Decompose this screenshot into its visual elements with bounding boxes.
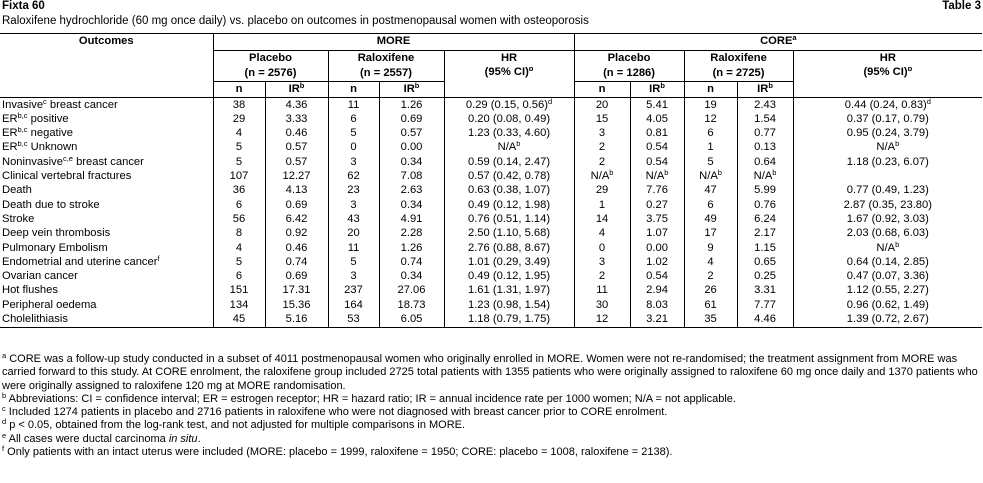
more-hr-cell: 1.61 (1.31, 1.97) <box>444 284 574 298</box>
more-raloxifene-n-cell: 3 <box>328 270 379 284</box>
core-raloxifene-ir-cell: 0.25 <box>737 270 793 284</box>
more-placebo-n-cell: 6 <box>213 198 265 212</box>
core-raloxifene-ir-cell: 0.76 <box>737 198 793 212</box>
more-raloxifene-n-cell: 237 <box>328 284 379 298</box>
more-raloxifene-n-cell: 53 <box>328 312 379 327</box>
more-raloxifene-n-cell: 3 <box>328 198 379 212</box>
table-row <box>0 298 982 312</box>
more-raloxifene-ir-cell: 1.26 <box>379 241 444 255</box>
core-hr-cell: 2.03 (0.68, 6.03) <box>793 227 982 241</box>
more-placebo-n-cell: 29 <box>213 112 265 126</box>
more-placebo-ir-col: $IR^b$ <box>265 82 328 98</box>
more-hr-cell: 1.01 (0.29, 3.49) <box>444 255 574 269</box>
more-placebo-n-cell: 4 <box>213 241 265 255</box>
more-hr-cell: $N/A^b$ <box>444 141 574 155</box>
footnote: $^f$ Only patients with an intact uterus were included (MORE: placebo = 1999, raloxifene = 1950; CORE: placebo = 1008, raloxifene = 2138). <box>2 444 673 459</box>
core-raloxifene-ir-cell: 0.77 <box>737 127 793 141</box>
more-placebo-n-cell: 45 <box>213 312 265 327</box>
more-hr-cell: 0.49 (0.12, 1.98) <box>444 198 574 212</box>
outcomes-column-header: Outcomes <box>0 34 213 98</box>
table-row <box>0 155 982 169</box>
more-raloxifene-ir-cell: 1.26 <box>379 98 444 113</box>
footnote: $^b$ Abbreviations: CI = confidence interval; ER = estrogen receptor; HR = hazard ratio; IR = annual incidence rate per 1000 women; N/A = not applicable. <box>2 390 736 405</box>
core-placebo-ir-cell: 0.00 <box>630 241 684 255</box>
core-hr-cell: 1.18 (0.23, 6.07) <box>793 155 982 169</box>
core-hr-cell: 0.47 (0.07, 3.36) <box>793 270 982 284</box>
more-ci-header: (95% CI)$^b$ <box>444 67 574 98</box>
core-placebo-n-cell: 14 <box>574 212 630 226</box>
more-placebo-ir-cell: 4.36 <box>265 98 328 113</box>
core-placebo-n-cell: 11 <box>574 284 630 298</box>
table-row <box>0 270 982 284</box>
more-hr-cell: 0.59 (0.14, 2.47) <box>444 155 574 169</box>
core-raloxifene-n-cell: 6 <box>684 198 737 212</box>
core-placebo-header: Placebo <box>574 51 684 68</box>
outcome-label: Death <box>2 184 32 197</box>
more-placebo-ir-cell: 12.27 <box>265 169 328 183</box>
outcome-label: Hot flushes <box>2 284 58 297</box>
table-row <box>0 198 982 212</box>
outcome-label: ER$^{b,c}$ negative <box>2 126 73 140</box>
core-hr-cell: 0.95 (0.24, 3.79) <box>793 127 982 141</box>
core-raloxifene-n-cell: 6 <box>684 127 737 141</box>
core-hr-cell: 0.44 (0.24, 0.83)$^d$ <box>793 98 982 113</box>
core-hr-cell: 0.96 (0.62, 1.49) <box>793 298 982 312</box>
core-placebo-ir-cell: 7.76 <box>630 184 684 198</box>
more-placebo-ir-cell: 4.13 <box>265 184 328 198</box>
more-raloxifene-n-cell: 5 <box>328 255 379 269</box>
core-placebo-n-cell: 2 <box>574 141 630 155</box>
more-placebo-n-cell: 5 <box>213 155 265 169</box>
table-row <box>0 255 982 269</box>
core-raloxifene-ir-cell: 0.65 <box>737 255 793 269</box>
more-hr-cell: 0.63 (0.38, 1.07) <box>444 184 574 198</box>
footnotes <box>2 353 980 459</box>
core-hr-cell: 1.12 (0.55, 2.27) <box>793 284 982 298</box>
core-raloxifene-ir-cell: $N/A^b$ <box>737 169 793 183</box>
core-hr-cell: $N/A^b$ <box>793 241 982 255</box>
outcome-label: ER$^{b,c}$ Unknown <box>2 140 78 154</box>
more-placebo-n-cell: 134 <box>213 298 265 312</box>
core-hr-cell: $N/A^b$ <box>793 141 982 155</box>
table-subtitle: Raloxifene hydrochloride (60 mg once daily) vs. placebo on outcomes in postmenopausal women with osteoporosis <box>2 15 589 27</box>
core-placebo-n-cell: 3 <box>574 255 630 269</box>
more-placebo-ir-cell: 0.46 <box>265 127 328 141</box>
more-hr-cell: 1.23 (0.98, 1.54) <box>444 298 574 312</box>
outcomes-table <box>0 33 982 328</box>
more-placebo-ir-cell: 0.69 <box>265 270 328 284</box>
core-raloxifene-ir-cell: 0.13 <box>737 141 793 155</box>
more-placebo-n-cell: 38 <box>213 98 265 113</box>
core-raloxifene-n: (n = 2725) <box>684 67 793 82</box>
more-placebo-ir-cell: 0.69 <box>265 198 328 212</box>
more-placebo-ir-cell: 0.74 <box>265 255 328 269</box>
more-placebo-n-cell: 5 <box>213 255 265 269</box>
table-label: Table 3 <box>942 0 981 12</box>
core-placebo-n-cell: 3 <box>574 127 630 141</box>
core-raloxifene-n-cell: 49 <box>684 212 737 226</box>
more-raloxifene-ir-cell: 7.08 <box>379 169 444 183</box>
core-raloxifene-n-cell: 1 <box>684 141 737 155</box>
more-raloxifene-ir-cell: 27.06 <box>379 284 444 298</box>
table-row <box>0 241 982 255</box>
core-placebo-ir-cell: 2.94 <box>630 284 684 298</box>
core-hr-cell <box>793 169 982 183</box>
table-row <box>0 127 982 141</box>
core-placebo-ir-col: $IR^b$ <box>630 82 684 98</box>
table-row <box>0 212 982 226</box>
more-placebo-n-col: n <box>213 82 265 98</box>
more-hr-cell: 1.18 (0.79, 1.75) <box>444 312 574 327</box>
more-raloxifene-ir-cell: 0.34 <box>379 155 444 169</box>
more-hr-cell: 0.49 (0.12, 1.95) <box>444 270 574 284</box>
document-header <box>2 1 981 15</box>
more-raloxifene-n-cell: 6 <box>328 112 379 126</box>
more-raloxifene-n-cell: 5 <box>328 127 379 141</box>
core-placebo-ir-cell: 0.54 <box>630 155 684 169</box>
outcome-label: Endometrial and uterine cancer$^f$ <box>2 255 160 268</box>
more-placebo-ir-cell: 17.31 <box>265 284 328 298</box>
core-raloxifene-ir-cell: 2.43 <box>737 98 793 113</box>
core-hr-cell: 0.77 (0.49, 1.23) <box>793 184 982 198</box>
core-placebo-n-cell: 15 <box>574 112 630 126</box>
more-hr-cell: 1.23 (0.33, 4.60) <box>444 127 574 141</box>
more-raloxifene-n: (n = 2557) <box>328 67 444 82</box>
footnote: $^d$ p < 0.05, obtained from the log-rank test, and not adjusted for multiple comparisons in MORE. <box>2 417 466 432</box>
outcome-label: Deep vein thrombosis <box>2 227 111 240</box>
core-raloxifene-ir-cell: 5.99 <box>737 184 793 198</box>
footnote: $^c$ Included 1274 patients in placebo and 2716 patients in raloxifene who were not diagnosed with breast cancer prior to CORE enrolment. <box>2 404 668 419</box>
figure-label: Fixta 60 <box>2 0 45 12</box>
more-raloxifene-n-cell: 11 <box>328 98 379 113</box>
table-row <box>0 227 982 241</box>
outcome-label: Invasive$^c$ breast cancer <box>2 97 118 111</box>
more-placebo-header: Placebo <box>213 51 328 68</box>
core-hr-cell: 0.37 (0.17, 0.79) <box>793 112 982 126</box>
more-raloxifene-n-cell: 62 <box>328 169 379 183</box>
more-placebo-n-cell: 56 <box>213 212 265 226</box>
more-placebo-n-cell: 4 <box>213 127 265 141</box>
core-placebo-n-cell: 2 <box>574 155 630 169</box>
more-raloxifene-n-cell: 11 <box>328 241 379 255</box>
more-raloxifene-header: Raloxifene <box>328 51 444 68</box>
core-raloxifene-ir-cell: 1.54 <box>737 112 793 126</box>
table-row <box>0 284 982 298</box>
more-placebo-ir-cell: 0.46 <box>265 241 328 255</box>
more-raloxifene-ir-cell: 0.34 <box>379 198 444 212</box>
more-placebo-ir-cell: 5.16 <box>265 312 328 327</box>
core-raloxifene-n-cell: 47 <box>684 184 737 198</box>
core-raloxifene-ir-cell: 3.31 <box>737 284 793 298</box>
core-placebo-n-cell: 20 <box>574 98 630 113</box>
core-raloxifene-n-cell: 9 <box>684 241 737 255</box>
core-placebo-ir-cell: 8.03 <box>630 298 684 312</box>
more-placebo-n-cell: 36 <box>213 184 265 198</box>
more-placebo-ir-cell: 0.92 <box>265 227 328 241</box>
core-raloxifene-n-col: n <box>684 82 737 98</box>
core-raloxifene-n-cell: $N/A^b$ <box>684 169 737 183</box>
more-raloxifene-ir-cell: 0.00 <box>379 141 444 155</box>
table-row <box>0 312 982 327</box>
more-raloxifene-ir-cell: 2.28 <box>379 227 444 241</box>
table-row <box>0 141 982 155</box>
core-raloxifene-n-cell: 12 <box>684 112 737 126</box>
table-row <box>0 112 982 126</box>
outcome-label: Cholelithiasis <box>0 312 213 327</box>
outcome-label: Ovarian cancer <box>2 270 78 283</box>
core-placebo-ir-cell: 1.02 <box>630 255 684 269</box>
more-hr-cell: 2.76 (0.88, 8.67) <box>444 241 574 255</box>
core-raloxifene-n-cell: 35 <box>684 312 737 327</box>
core-placebo-ir-cell: 3.21 <box>630 312 684 327</box>
more-placebo-ir-cell: 0.57 <box>265 141 328 155</box>
more-raloxifene-ir-cell: 0.69 <box>379 112 444 126</box>
core-raloxifene-ir-cell: 1.15 <box>737 241 793 255</box>
core-raloxifene-ir-cell: 4.46 <box>737 312 793 327</box>
core-raloxifene-ir-col: $IR^b$ <box>737 82 793 98</box>
more-raloxifene-n-cell: 0 <box>328 141 379 155</box>
more-placebo-n-cell: 8 <box>213 227 265 241</box>
core-raloxifene-n-cell: 26 <box>684 284 737 298</box>
outcome-label: Clinical vertebral fractures <box>2 170 132 183</box>
table-row <box>0 98 982 113</box>
core-hr-header: HR <box>793 51 982 68</box>
more-raloxifene-ir-cell: 0.74 <box>379 255 444 269</box>
core-placebo-n-cell: 4 <box>574 227 630 241</box>
more-group-header: MORE <box>213 34 574 51</box>
more-hr-cell: 0.20 (0.08, 0.49) <box>444 112 574 126</box>
core-raloxifene-ir-cell: 0.64 <box>737 155 793 169</box>
core-placebo-ir-cell: $N/A^b$ <box>630 169 684 183</box>
more-placebo-n: (n = 2576) <box>213 67 328 82</box>
more-placebo-ir-cell: 6.42 <box>265 212 328 226</box>
more-placebo-n-cell: 151 <box>213 284 265 298</box>
core-placebo-ir-cell: 5.41 <box>630 98 684 113</box>
more-raloxifene-n-cell: 3 <box>328 155 379 169</box>
more-raloxifene-n-col: n <box>328 82 379 98</box>
more-raloxifene-ir-col: $IR^b$ <box>379 82 444 98</box>
more-placebo-n-cell: 107 <box>213 169 265 183</box>
more-hr-cell: 2.50 (1.10, 5.68) <box>444 227 574 241</box>
more-placebo-ir-cell: 3.33 <box>265 112 328 126</box>
more-hr-cell: 0.29 (0.15, 0.56)$^d$ <box>444 98 574 113</box>
more-raloxifene-ir-cell: 4.91 <box>379 212 444 226</box>
core-hr-cell: 1.39 (0.72, 2.67) <box>793 312 982 327</box>
more-hr-cell: 0.57 (0.42, 0.78) <box>444 169 574 183</box>
core-raloxifene-ir-cell: 7.77 <box>737 298 793 312</box>
more-raloxifene-n-cell: 23 <box>328 184 379 198</box>
core-placebo-n-cell: 29 <box>574 184 630 198</box>
core-placebo-ir-cell: 0.27 <box>630 198 684 212</box>
core-placebo-n-col: n <box>574 82 630 98</box>
footnote: $^e$ All cases were ductal carcinoma in situ. <box>2 430 201 445</box>
core-ci-header: (95% CI)$^b$ <box>793 67 982 98</box>
footnote: $^a$ CORE was a follow-up study conducted in a subset of 4011 postmenopausal women who originally enrolled in MORE. Women were not re-randomised; the treatment assignment from MORE was carried forward to this study. At CORE enrolment, the raloxifene group included 2725 total patients with 1355 patients who were originally assigned to raloxifene 60 mg once daily and 1370 patients who were originally assigned to raloxifene 120 mg at MORE randomisation. <box>2 351 978 392</box>
table-body <box>0 98 982 328</box>
core-placebo-n-cell: $N/A^b$ <box>574 169 630 183</box>
core-placebo-n-cell: 12 <box>574 312 630 327</box>
core-hr-cell: 0.64 (0.14, 2.85) <box>793 255 982 269</box>
core-placebo-n-cell: 0 <box>574 241 630 255</box>
core-placebo-n-cell: 1 <box>574 198 630 212</box>
more-raloxifene-ir-cell: 18.73 <box>379 298 444 312</box>
core-hr-cell: 2.87 (0.35, 23.80) <box>793 198 982 212</box>
core-placebo-n-cell: 30 <box>574 298 630 312</box>
core-raloxifene-ir-cell: 2.17 <box>737 227 793 241</box>
outcome-label: Peripheral oedema <box>2 298 97 311</box>
more-raloxifene-n-cell: 164 <box>328 298 379 312</box>
outcome-label: Noninvasive$^{c,e}$ breast cancer <box>2 155 144 168</box>
core-placebo-ir-cell: 0.81 <box>630 127 684 141</box>
core-group-header: CORE$^a$ <box>574 34 982 51</box>
core-raloxifene-n-cell: 17 <box>684 227 737 241</box>
core-raloxifene-ir-cell: 6.24 <box>737 212 793 226</box>
outcome-label: Pulmonary Embolism <box>2 241 108 254</box>
more-hr-cell: 0.76 (0.51, 1.14) <box>444 212 574 226</box>
more-placebo-ir-cell: 15.36 <box>265 298 328 312</box>
core-placebo-ir-cell: 0.54 <box>630 270 684 284</box>
table-row <box>0 184 982 198</box>
more-raloxifene-ir-cell: 0.34 <box>379 270 444 284</box>
core-raloxifene-n-cell: 4 <box>684 255 737 269</box>
more-raloxifene-n-cell: 20 <box>328 227 379 241</box>
outcome-label: Death due to stroke <box>2 198 100 211</box>
outcome-label: Stroke <box>2 212 35 225</box>
core-placebo-ir-cell: 3.75 <box>630 212 684 226</box>
more-placebo-ir-cell: 0.57 <box>265 155 328 169</box>
core-placebo-ir-cell: 1.07 <box>630 227 684 241</box>
core-raloxifene-n-cell: 19 <box>684 98 737 113</box>
more-hr-header: HR <box>444 51 574 68</box>
core-placebo-n-cell: 2 <box>574 270 630 284</box>
more-placebo-n-cell: 6 <box>213 270 265 284</box>
core-raloxifene-n-cell: 61 <box>684 298 737 312</box>
more-raloxifene-n-cell: 43 <box>328 212 379 226</box>
more-placebo-n-cell: 5 <box>213 141 265 155</box>
core-placebo-n: (n = 1286) <box>574 67 684 82</box>
more-raloxifene-ir-cell: 6.05 <box>379 312 444 327</box>
core-hr-cell: 1.67 (0.92, 3.03) <box>793 212 982 226</box>
core-raloxifene-n-cell: 2 <box>684 270 737 284</box>
more-raloxifene-ir-cell: 2.63 <box>379 184 444 198</box>
table-row <box>0 169 982 183</box>
core-placebo-ir-cell: 0.54 <box>630 141 684 155</box>
core-raloxifene-header: Raloxifene <box>684 51 793 68</box>
more-raloxifene-ir-cell: 0.57 <box>379 127 444 141</box>
core-placebo-ir-cell: 4.05 <box>630 112 684 126</box>
outcome-label: ER$^{b,c}$ positive <box>2 112 69 125</box>
core-raloxifene-n-cell: 5 <box>684 155 737 169</box>
